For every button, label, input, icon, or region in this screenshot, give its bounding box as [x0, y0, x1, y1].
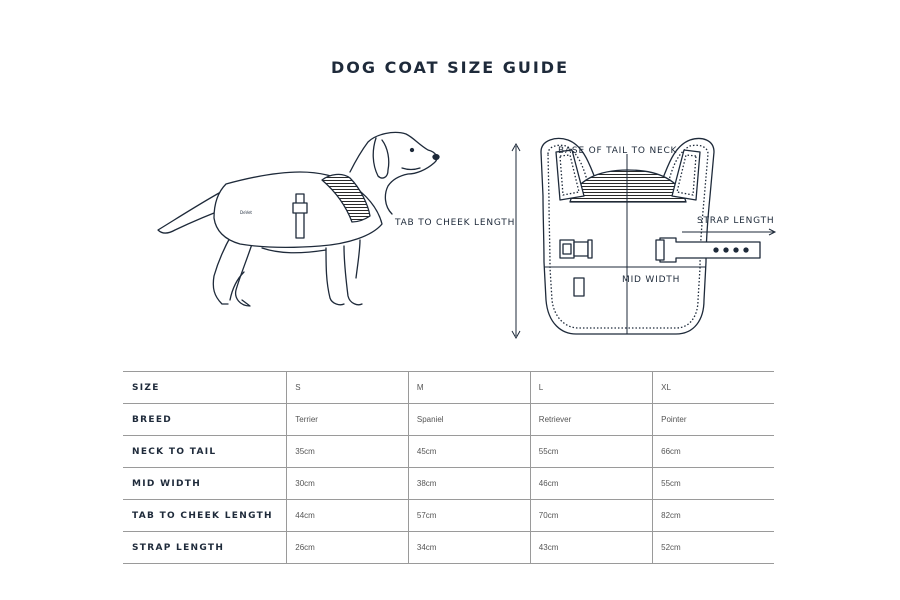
strap-diagram	[656, 238, 760, 262]
row-header: STRAP LENGTH	[123, 532, 287, 564]
table-cell: 45cm	[408, 436, 530, 468]
tab-to-cheek-label: TAB TO CHEEK LENGTH	[395, 218, 516, 228]
table-cell: 82cm	[653, 500, 774, 532]
strap-length-label: STRAP LENGTH	[697, 216, 775, 226]
table-cell: 52cm	[653, 532, 774, 564]
table-cell: 44cm	[287, 500, 409, 532]
row-header: MID WIDTH	[123, 468, 287, 500]
table-row	[123, 372, 774, 404]
table-cell: 66cm	[653, 436, 774, 468]
table-cell: Terrier	[287, 404, 409, 436]
mid-width-label: MID WIDTH	[622, 275, 681, 285]
table-cell: 46cm	[530, 468, 652, 500]
table-row	[123, 404, 774, 436]
table-cell: 35cm	[287, 436, 409, 468]
table-cell: Retriever	[530, 404, 652, 436]
row-header: BREED	[123, 404, 287, 436]
svg-text:DeVet: DeVet	[240, 210, 252, 215]
row-header: TAB TO CHEEK LENGTH	[123, 500, 287, 532]
row-header: SIZE	[123, 372, 287, 404]
table-cell: M	[408, 372, 530, 404]
table-cell: 57cm	[408, 500, 530, 532]
table-cell: L	[530, 372, 652, 404]
table-cell: 43cm	[530, 532, 652, 564]
table-cell: 70cm	[530, 500, 652, 532]
table-cell: S	[287, 372, 409, 404]
table-row	[123, 436, 774, 468]
table-cell: XL	[653, 372, 774, 404]
table-row	[123, 532, 774, 564]
table-cell: 55cm	[653, 468, 774, 500]
table-cell: 38cm	[408, 468, 530, 500]
table-cell: 34cm	[408, 532, 530, 564]
table-cell: Spaniel	[408, 404, 530, 436]
table-cell: Pointer	[653, 404, 774, 436]
table-cell: 55cm	[530, 436, 652, 468]
tab-to-cheek-arrow	[512, 144, 520, 338]
size-table	[123, 371, 774, 564]
base-of-tail-label: BASE OF TAIL TO NECK	[558, 146, 678, 156]
table-cell: 26cm	[287, 532, 409, 564]
page-title: DOG COAT SIZE GUIDE	[331, 58, 569, 77]
row-header: NECK TO TAIL	[123, 436, 287, 468]
dog-coat	[214, 172, 382, 247]
table-row	[123, 500, 774, 532]
table-cell: 30cm	[287, 468, 409, 500]
table-row	[123, 468, 774, 500]
